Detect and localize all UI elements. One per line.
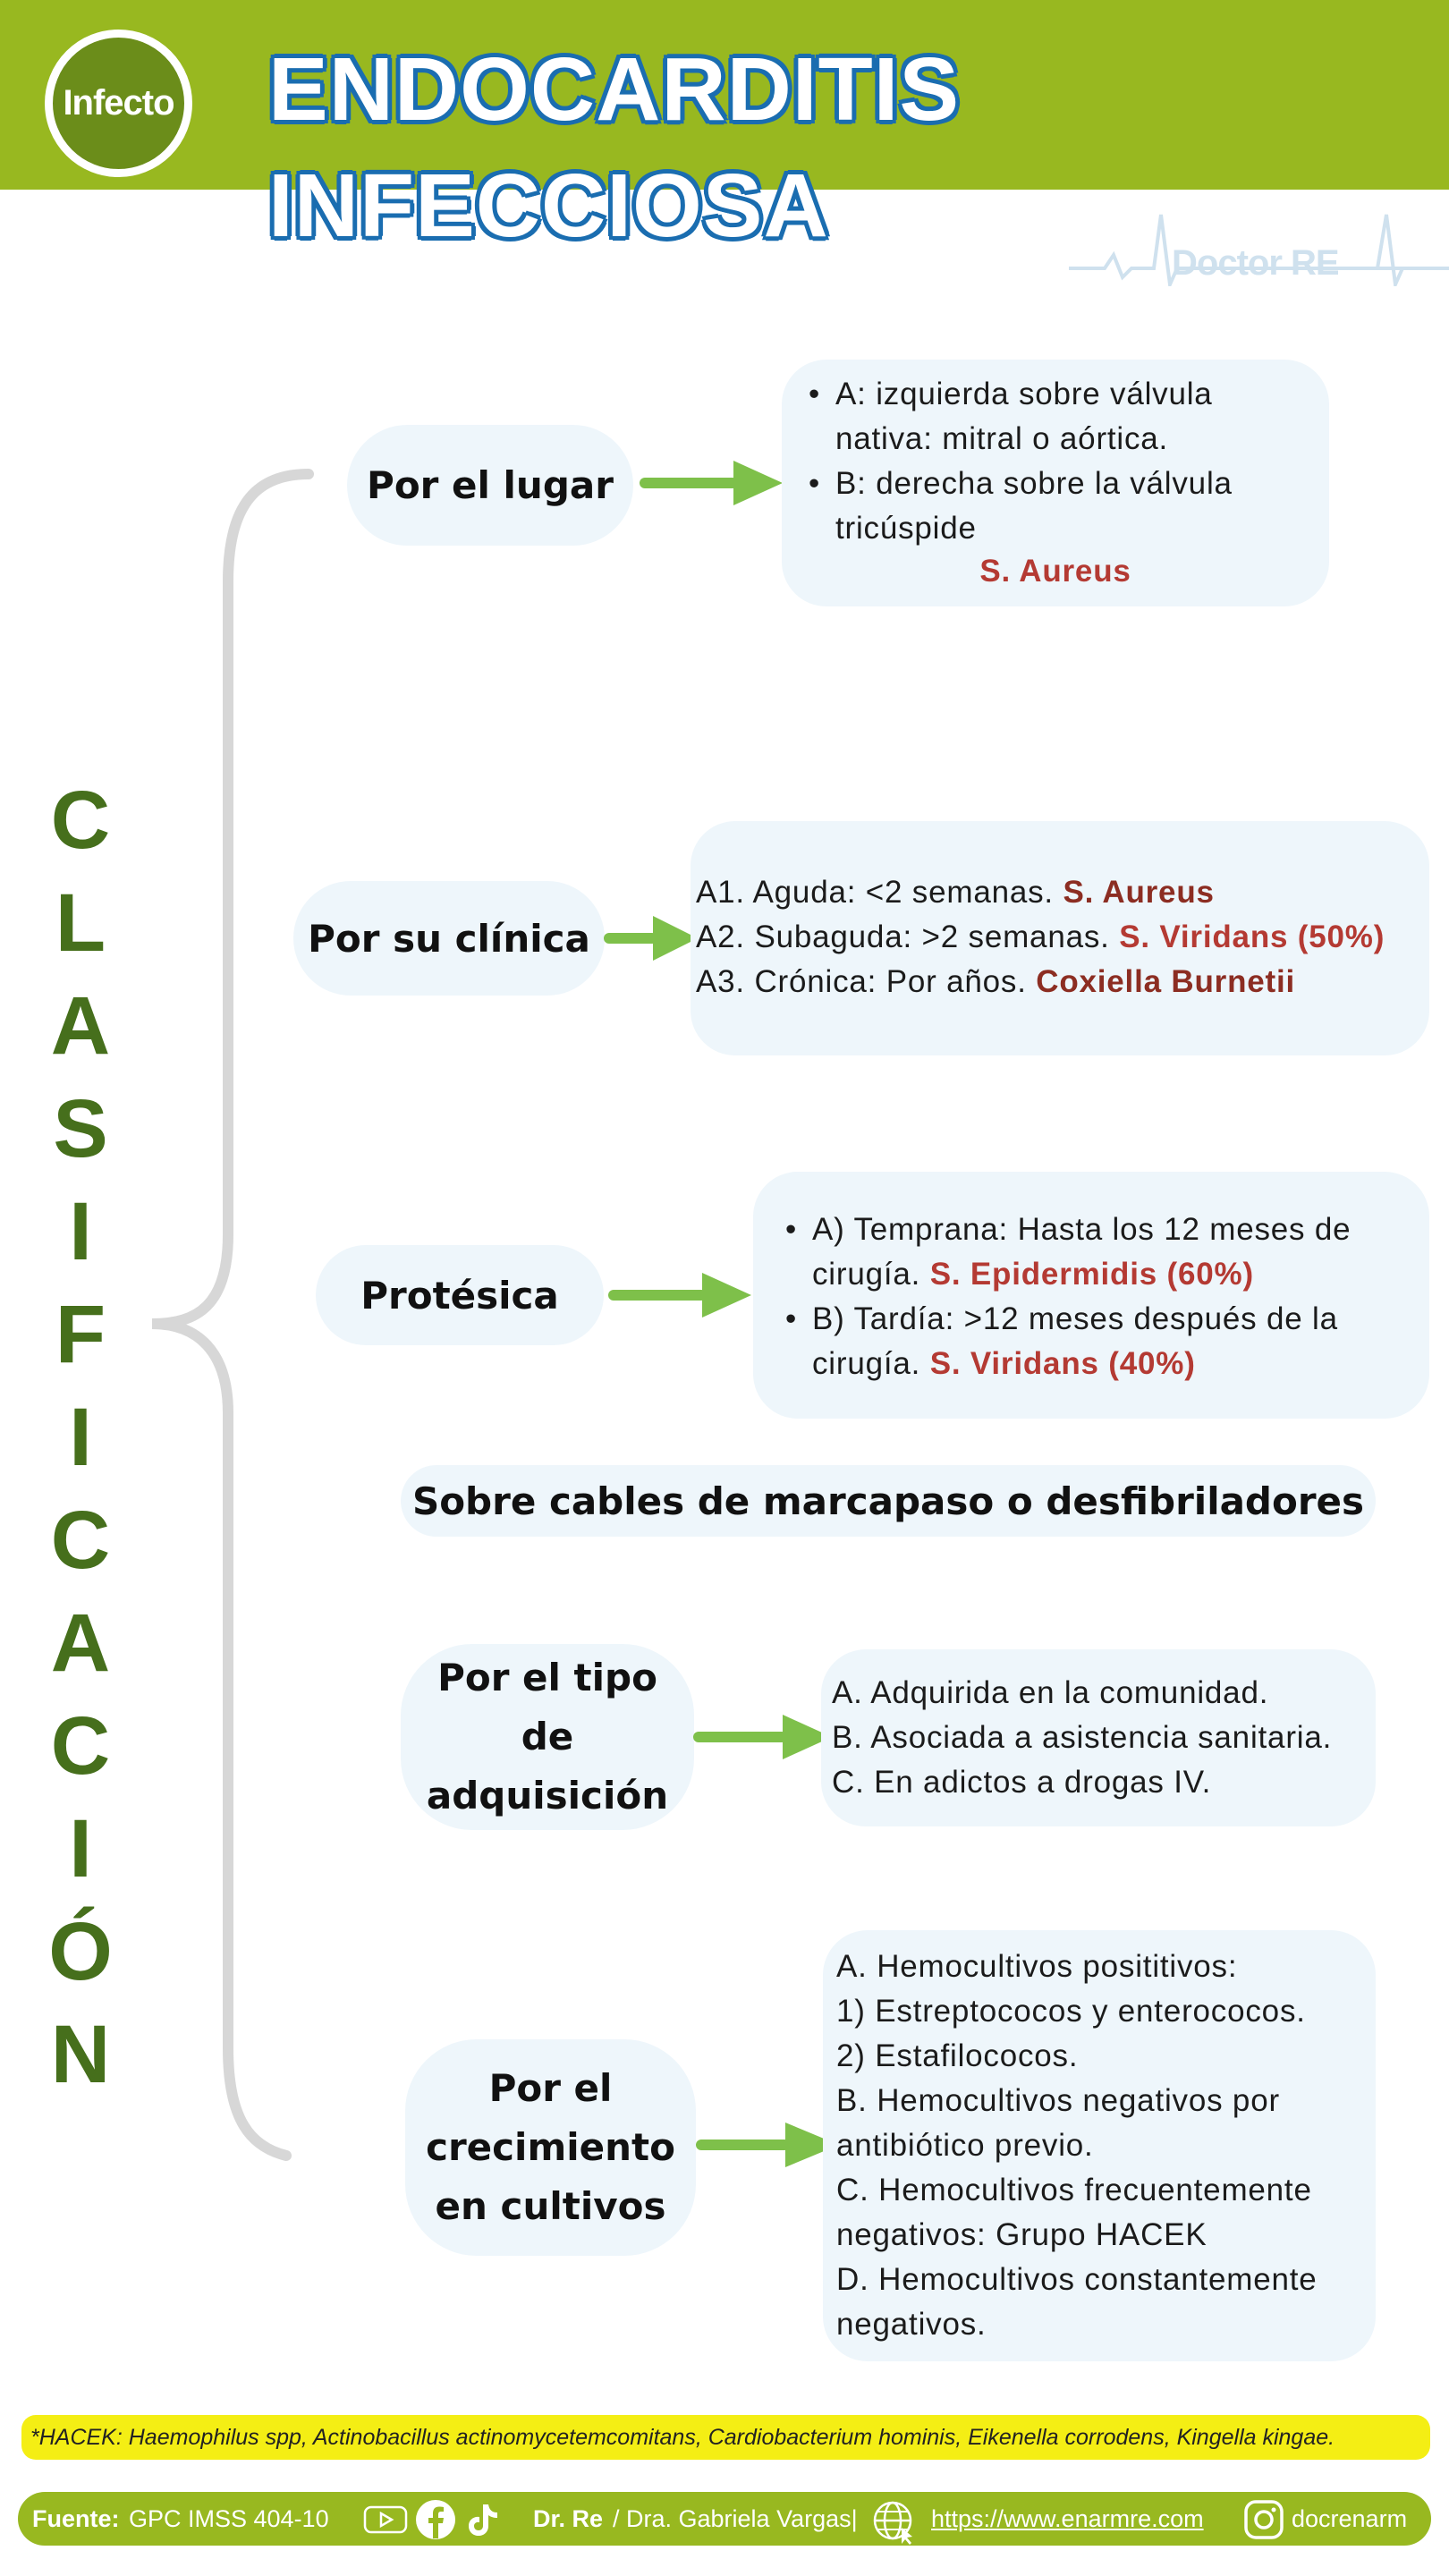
clasificacion-letter: C: [50, 1495, 111, 1586]
clasificacion-letter: Ó: [48, 1906, 113, 1997]
clinica-line-text: A1. Aguda: <2 semanas.: [696, 875, 1063, 910]
arrow-right-icon: [604, 911, 698, 965]
clasificacion-letter: S: [53, 1083, 108, 1174]
author-name: Dr. Re: [533, 2505, 604, 2532]
clinica-line-text: A3. Crónica: Por años.: [696, 964, 1037, 999]
clasificacion-letter: F: [55, 1289, 106, 1380]
clasificacion-letter: I: [69, 1803, 92, 1894]
doctor-re-watermark: Doctor RE: [1172, 243, 1339, 283]
protesica-item: [784, 1208, 1423, 1297]
pill-crecimiento-cultivos: Por el crecimiento en cultivos: [405, 2039, 696, 2256]
lugar-list: [807, 372, 1317, 551]
box-tipo-adquisicion: [821, 1649, 1376, 1826]
pill-protesica: Protésica: [316, 1245, 604, 1345]
clasificacion-letter: C: [50, 775, 111, 866]
arrow-right-icon: [608, 1268, 751, 1322]
protesica-item-text: B) Tardía: >12 meses después de la cirugía.: [812, 1301, 1338, 1381]
pill-por-su-clinica: Por su clínica: [293, 881, 605, 996]
arrow-right-icon: [640, 456, 783, 510]
clasificacion-vertical-label: [27, 769, 134, 2106]
box-por-el-lugar: [782, 360, 1329, 606]
protesica-organism: S. Viridans (40%): [929, 1346, 1196, 1381]
clinica-line: [696, 960, 1429, 1004]
cultivos-line: 1) Estreptococos y enterococos.: [836, 1994, 1306, 2029]
arrow-right-icon: [696, 2118, 839, 2172]
protesica-organism: S. Epidermidis (60%): [929, 1257, 1254, 1292]
youtube-icon[interactable]: [363, 2505, 408, 2534]
clasificacion-letter: I: [69, 1186, 92, 1277]
clinica-organism: S. Viridans (50%): [1119, 919, 1385, 954]
box-protesica: [753, 1172, 1429, 1419]
website-url[interactable]: https://www.enarmre.com: [931, 2505, 1204, 2532]
clinica-line-text: A2. Subaguda: >2 semanas.: [696, 919, 1120, 954]
clasificacion-letter: I: [69, 1392, 92, 1483]
tiktok-icon[interactable]: [465, 2501, 501, 2538]
pill-tipo-adquisicion: Por el tipo de adquisición: [401, 1644, 694, 1830]
website-link[interactable]: [931, 2492, 1204, 2546]
adquisicion-line: B. Asociada a asistencia sanitaria.: [832, 1720, 1333, 1755]
cultivos-lines: [836, 1945, 1373, 2347]
adquisicion-line: C. En adictos a drogas IV.: [832, 1765, 1212, 1800]
protesica-list: [784, 1208, 1423, 1386]
lugar-item: • B: derecha sobre la válvula tricúspide: [807, 462, 1317, 551]
protesica-item: [784, 1297, 1423, 1386]
clinica-lines: [696, 870, 1429, 1004]
cultivos-line: B. Hemocultivos negativos por antibiótico previo.: [836, 2083, 1280, 2163]
clinica-organism: S. Aureus: [1063, 875, 1215, 910]
pill-marcapaso: Sobre cables de marcapaso o desfibriladores: [401, 1465, 1376, 1537]
arrow-right-icon: [693, 1710, 832, 1764]
clasificacion-letter: N: [50, 2009, 111, 2100]
hacek-footnote: *HACEK: Haemophilus spp, Actinobacillus actinomycetemcomitans, Cardiobacterium hominis, Eikenella corrodens, Kingella kingae.: [21, 2415, 1430, 2460]
clasificacion-letter: L: [55, 877, 106, 969]
cultivos-line: 2) Estafilococos.: [836, 2038, 1079, 2073]
infecto-logo: [45, 30, 192, 177]
instagram-icon[interactable]: [1243, 2499, 1284, 2540]
cultivos-line: A. Hemocultivos posititivos:: [836, 1949, 1238, 1984]
protesica-item-text: A) Temprana: Hasta los 12 meses de cirugía.: [812, 1212, 1352, 1292]
cultivos-line: D. Hemocultivos constantemente negativos.: [836, 2262, 1318, 2342]
globe-icon[interactable]: [871, 2499, 918, 2546]
clasificacion-letter: A: [50, 980, 111, 1072]
page-title: ENDOCARDITIS INFECCIOSA: [268, 39, 961, 256]
source-value: GPC IMSS 404-10: [129, 2505, 329, 2532]
clinica-line: [696, 915, 1429, 960]
author-coauthor: / Dra. Gabriela Vargas|: [613, 2505, 858, 2532]
lugar-organism: S. Aureus: [979, 554, 1131, 589]
cultivos-line: C. Hemocultivos frecuentemente negativos: Grupo HACEK: [836, 2173, 1312, 2252]
box-crecimiento-cultivos: [823, 1930, 1376, 2361]
clinica-line: [696, 870, 1429, 915]
clasificacion-letter: A: [50, 1597, 111, 1689]
instagram-handle: docrenarm: [1292, 2505, 1408, 2532]
source-label: Fuente:: [32, 2505, 120, 2532]
clasificacion-letter: C: [50, 1700, 111, 1792]
clinica-organism: Coxiella Burnetii: [1036, 964, 1296, 999]
facebook-icon[interactable]: [415, 2499, 456, 2540]
pill-por-el-lugar: Por el lugar: [347, 425, 633, 546]
box-por-su-clinica: [691, 821, 1429, 1055]
adquisicion-lines: [832, 1671, 1376, 1805]
adquisicion-line: A. Adquirida en la comunidad.: [832, 1675, 1269, 1710]
logo-text: Infecto: [63, 83, 174, 123]
lugar-item: • A: izquierda sobre válvula nativa: mitral o aórtica.: [807, 372, 1317, 462]
footer-bar: [18, 2492, 1431, 2546]
curly-bracket: [134, 465, 331, 2165]
